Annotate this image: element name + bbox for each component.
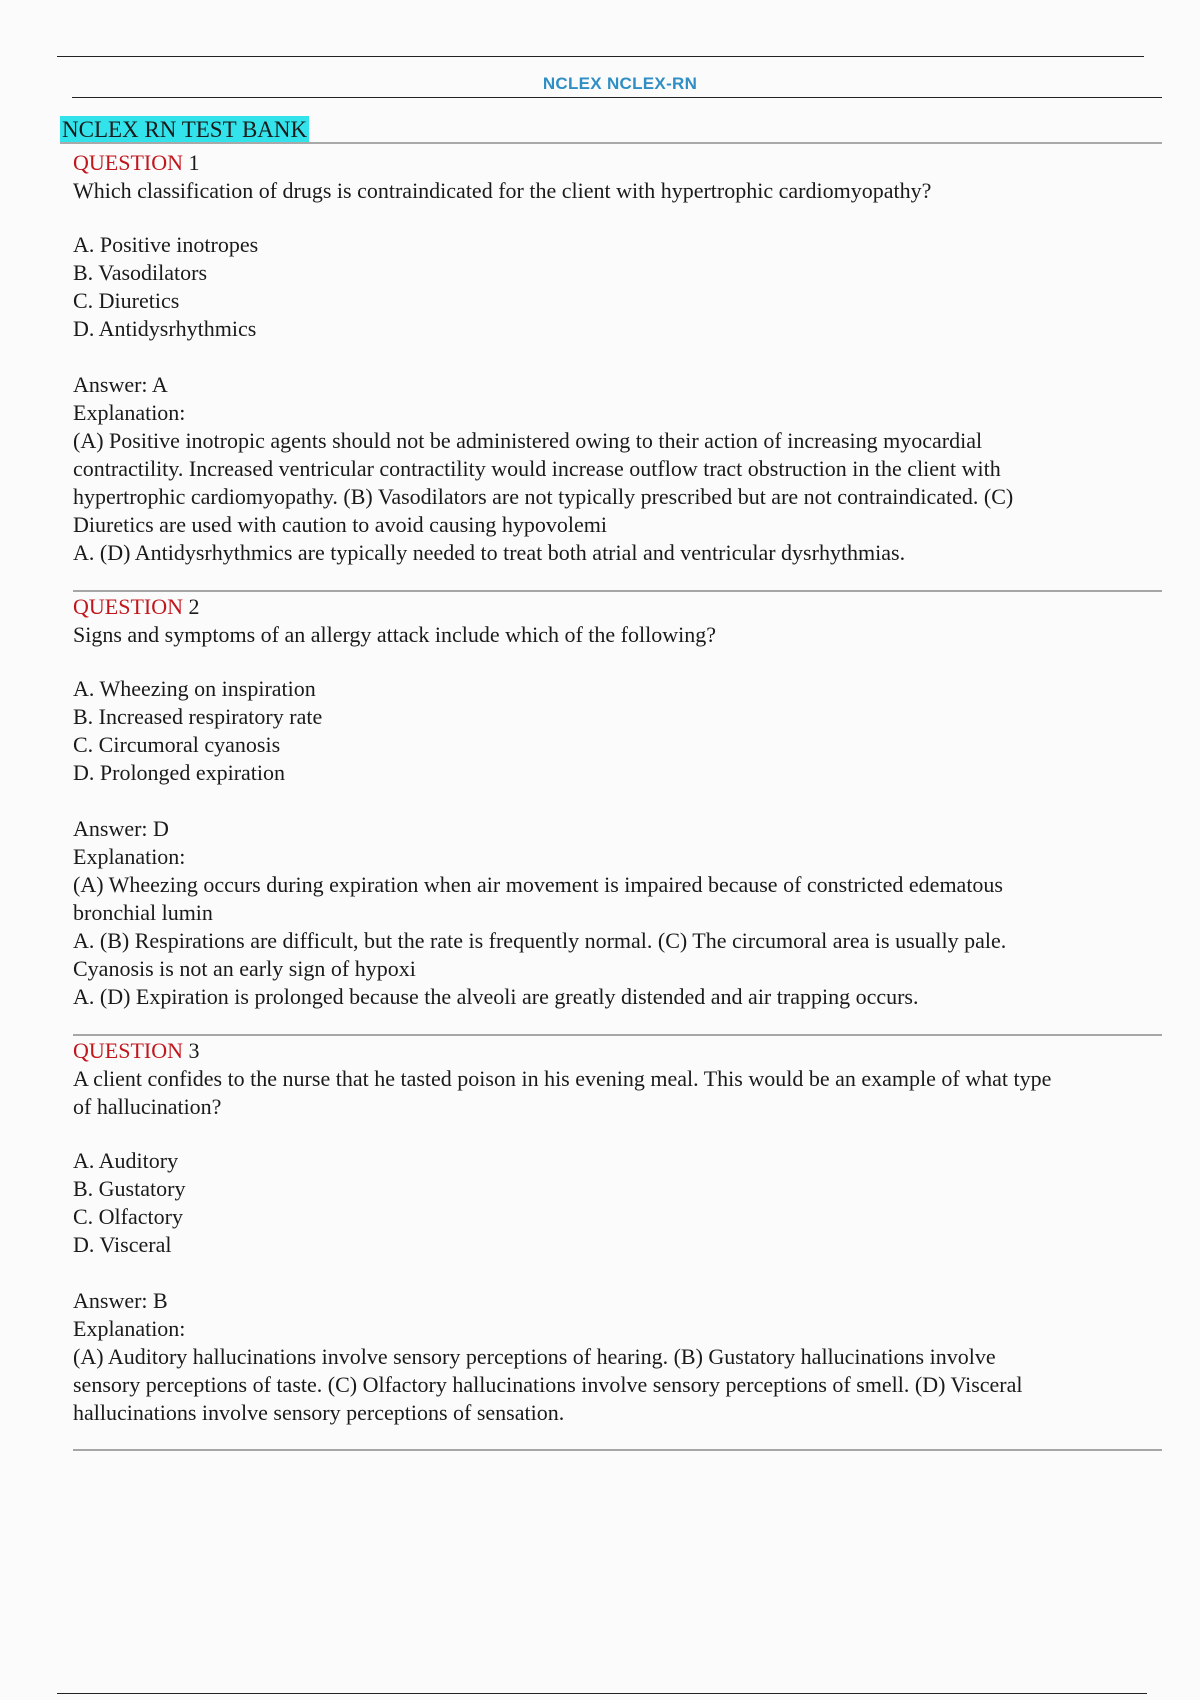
option-c: C. Diuretics — [73, 288, 180, 313]
answer-options — [73, 675, 1163, 787]
question-label: QUESTION — [73, 150, 183, 175]
explanation-line: A. (B) Respirations are difficult, but the rate is frequently normal. (C) The circumoral area is usually pale. — [73, 928, 1007, 953]
bottom-rule — [57, 1693, 1147, 1694]
explanation-line: (A) Wheezing occurs during expiration when air movement is impaired because of constricted edematous — [73, 872, 1003, 897]
option-a: A. Auditory — [73, 1148, 179, 1173]
question-stem: of hallucination? — [73, 1094, 222, 1119]
option-b: B. Vasodilators — [73, 260, 208, 285]
option-d: D. Visceral — [73, 1232, 172, 1257]
option-d: D. Antidysrhythmics — [73, 316, 257, 341]
explanation-line: hallucinations involve sensory perceptions of sensation. — [73, 1400, 565, 1425]
question-block-2 — [73, 593, 1163, 1011]
explanation-label: Explanation: — [73, 1316, 186, 1341]
question-separator — [73, 1034, 1162, 1036]
explanation-line: A. (D) Expiration is prolonged because the alveoli are greatly distended and air trapping occurs. — [73, 984, 919, 1009]
correct-answer: Answer: B — [73, 1288, 168, 1313]
answer-options — [73, 1147, 1163, 1259]
question-separator — [73, 1449, 1162, 1451]
explanation-line: (A) Auditory hallucinations involve sensory perceptions of hearing. (B) Gustatory hallucinations involve — [73, 1344, 996, 1369]
test-bank-title: NCLEX RN TEST BANK — [62, 117, 308, 142]
answer-options — [73, 231, 1163, 343]
correct-answer: Answer: A — [73, 372, 168, 397]
explanation-line: A. (D) Antidysrhythmics are typically needed to treat both atrial and ventricular dysrhythmias. — [73, 540, 906, 565]
explanation-line: Cyanosis is not an early sign of hypoxi — [73, 956, 416, 981]
correct-answer: Answer: D — [73, 816, 169, 841]
option-b: B. Increased respiratory rate — [73, 704, 323, 729]
question-heading — [73, 149, 1163, 177]
explanation-label: Explanation: — [73, 844, 186, 869]
question-separator — [73, 590, 1162, 592]
option-a: A. Wheezing on inspiration — [73, 676, 316, 701]
question-block-3 — [73, 1037, 1163, 1427]
question-stem: Signs and symptoms of an allergy attack include which of the following? — [73, 622, 716, 647]
question-heading — [73, 593, 1163, 621]
explanation-line: bronchial lumin — [73, 900, 213, 925]
explanation-line: (A) Positive inotropic agents should not be administered owing to their action of increasing myocardial — [73, 428, 983, 453]
title-rule — [60, 142, 1162, 144]
question-number: 2 — [188, 594, 200, 619]
question-label: QUESTION — [73, 1038, 183, 1063]
option-b: B. Gustatory — [73, 1176, 186, 1201]
question-block-1 — [73, 149, 1163, 567]
option-a: A. Positive inotropes — [73, 232, 259, 257]
question-number: 3 — [188, 1038, 200, 1063]
explanation-line: hypertrophic cardiomyopathy. (B) Vasodilators are not typically prescribed but are not contraindicated. (C) — [73, 484, 1014, 509]
explanation-label: Explanation: — [73, 400, 186, 425]
question-stem: Which classification of drugs is contraindicated for the client with hypertrophic cardiomyopathy? — [73, 178, 932, 203]
explanation-line: Diuretics are used with caution to avoid causing hypovolemi — [73, 512, 607, 537]
question-number: 1 — [188, 150, 200, 175]
running-header-title: NCLEX NCLEX-RN — [542, 74, 698, 93]
option-c: C. Olfactory — [73, 1204, 183, 1229]
question-heading — [73, 1037, 1163, 1065]
header-rule — [72, 97, 1162, 98]
question-label: QUESTION — [73, 594, 183, 619]
option-d: D. Prolonged expiration — [73, 760, 286, 785]
top-rule — [57, 56, 1144, 57]
option-c: C. Circumoral cyanosis — [73, 732, 281, 757]
explanation-line: contractility. Increased ventricular contractility would increase outflow tract obstruction in the client with — [73, 456, 1001, 481]
question-stem: A client confides to the nurse that he tasted poison in his evening meal. This would be an example of what type — [73, 1066, 1052, 1091]
explanation-line: sensory perceptions of taste. (C) Olfactory hallucinations involve sensory perceptions of smell. (D) Visceral — [73, 1372, 1023, 1397]
